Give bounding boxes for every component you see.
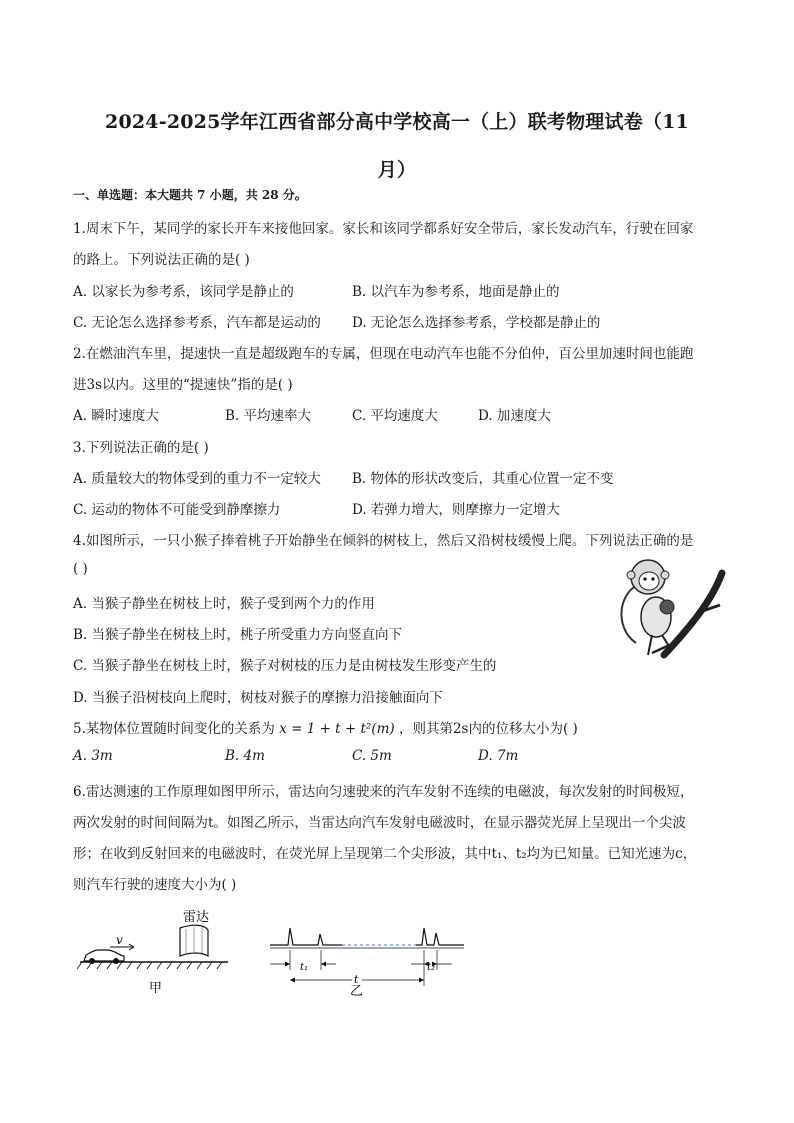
question-4-option-a: A. 当猴子静坐在树枝上时，猴子受到两个力的作用 bbox=[73, 596, 375, 612]
question-3-option-c: C. 运动的物体不可能受到静摩擦力 bbox=[73, 502, 281, 518]
question-5-stem-start: 5.某物体位置随时间变化的关系为 bbox=[73, 721, 275, 737]
question-3-option-d: D. 若弹力增大，则摩擦力一定增大 bbox=[352, 502, 560, 518]
question-1-line-1: 1.周末下午，某同学的家长开车来接他回家。家长和该同学都系好安全带后，家长发动汽车，行驶在回家 bbox=[73, 221, 694, 237]
question-5-option-a: A. 3m bbox=[73, 748, 113, 764]
question-1-option-d: D. 无论怎么选择参考系，学校都是静止的 bbox=[352, 315, 601, 331]
question-2-line-2: 进3s以内。这里的“提速快”指的是( ) bbox=[73, 377, 293, 393]
figure-jia-label: 甲 bbox=[149, 981, 163, 996]
question-6-line-4: 则汽车行驶的速度大小为( ) bbox=[73, 877, 237, 893]
question-1-option-b: B. 以汽车为参考系，地面是静止的 bbox=[352, 284, 560, 300]
question-2-option-a: A. 瞬时速度大 bbox=[73, 408, 159, 424]
t1-label: t₁ bbox=[300, 962, 309, 973]
question-4-line-2: ( ) bbox=[73, 561, 88, 577]
question-3-option-b: B. 物体的形状改变后，其重心位置一定不变 bbox=[352, 471, 614, 487]
question-5-formula: x = 1 + t + t²(m) bbox=[279, 721, 395, 737]
radar-label: 雷达 bbox=[183, 910, 210, 925]
question-2-option-b: B. 平均速率大 bbox=[225, 408, 312, 424]
oscilloscope-figure-yi bbox=[266, 920, 468, 996]
question-1-option-c: C. 无论怎么选择参考系，汽车都是运动的 bbox=[73, 315, 321, 331]
question-5-line-1 bbox=[73, 717, 578, 737]
question-3-option-a: A. 质量较大的物体受到的重力不一定较大 bbox=[73, 471, 321, 487]
question-6-line-3: 形；在收到反射回来的电磁波时，在荧光屏上呈现第二个尖形波，其中t₁、t₂均为已知量。已知光速为c， bbox=[73, 846, 697, 862]
exam-title bbox=[70, 98, 724, 194]
question-1-line-2: 的路上。下列说法正确的是( ) bbox=[73, 252, 250, 268]
t-label: t bbox=[354, 973, 359, 986]
question-4-option-c: C. 当猴子静坐在树枝上时，猴子对树枝的压力是由树枝发生形变产生的 bbox=[73, 658, 497, 674]
section-heading: 一、单选题：本大题共 7 小题，共 28 分。 bbox=[73, 188, 307, 202]
question-3-line-1: 3.下列说法正确的是( ) bbox=[73, 440, 209, 456]
title-line-2: 月） bbox=[377, 159, 417, 181]
question-4-option-b: B. 当猴子静坐在树枝上时，桃子所受重力方向竖直向下 bbox=[73, 627, 403, 643]
question-1-option-a: A. 以家长为参考系，该同学是静止的 bbox=[73, 284, 294, 300]
figure-yi-label: 乙 bbox=[350, 984, 364, 996]
t2-label: t₂ bbox=[427, 962, 436, 973]
question-2-line-1: 2.在燃油汽车里，提速快一直是超级跑车的专属，但现在电动汽车也能不分伯仲，百公里加速时间也能跑 bbox=[73, 346, 694, 362]
title-line-1: 2024-2025学年江西省部分高中学校高一（上）联考物理试卷（11 bbox=[105, 111, 689, 133]
question-5-option-d: D. 7m bbox=[478, 748, 519, 764]
question-5-stem-end: ，则其第2s内的位移大小为( ) bbox=[398, 721, 578, 737]
question-5-option-c: C. 5m bbox=[352, 748, 392, 764]
velocity-label: v bbox=[116, 933, 123, 947]
question-4-line-1: 4.如图所示，一只小猴子捧着桃子开始静坐在倾斜的树枝上，然后又沿树枝缓慢上爬。下列说法正确的是 bbox=[73, 533, 694, 549]
monkey-on-branch-figure bbox=[612, 555, 730, 667]
question-2-option-c: C. 平均速度大 bbox=[352, 408, 438, 424]
question-2-option-d: D. 加速度大 bbox=[478, 408, 551, 424]
radar-figure-jia bbox=[76, 902, 236, 998]
question-6-line-1: 6.雷达测速的工作原理如图甲所示，雷达向匀速驶来的汽车发射不连续的电磁波，每次发射的时间极短， bbox=[73, 784, 694, 800]
question-4-option-d: D. 当猴子沿树枝向上爬时，树枝对猴子的摩擦力沿接触面向下 bbox=[73, 690, 443, 706]
question-5-option-b: B. 4m bbox=[225, 748, 265, 764]
question-6-line-2: 两次发射的时间间隔为t。如图乙所示，当雷达向汽车发射电磁波时，在显示器荧光屏上呈现出一个尖波 bbox=[73, 815, 686, 831]
